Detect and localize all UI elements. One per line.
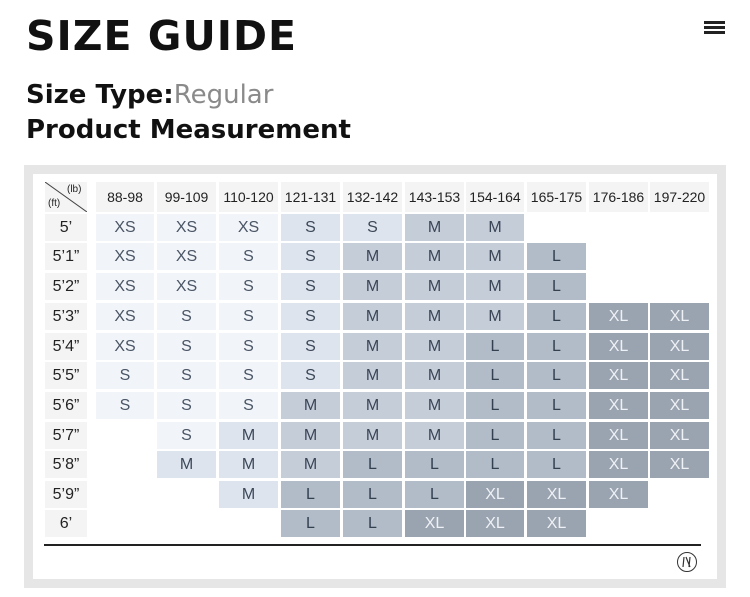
size-cell: L [527,451,586,478]
size-cell: M [466,243,524,270]
row-header: 5’ [45,214,87,241]
size-cell: M [343,333,402,360]
size-cell: XL [650,392,709,419]
size-cell: S [281,243,340,270]
size-cell: M [405,214,464,241]
size-cell: L [466,392,524,419]
size-cell: XL [589,481,648,508]
row-header: 5’1” [45,243,87,270]
size-cell: S [219,243,278,270]
size-cell: M [343,422,402,449]
size-cell: XL [650,422,709,449]
column-header: 176-186 [589,182,648,212]
size-cell: S [281,214,340,241]
size-cell: M [343,392,402,419]
section-title: Product Measurement [26,115,351,145]
size-cell: XL [589,451,648,478]
size-cell: L [527,303,586,330]
size-cell: XL [650,333,709,360]
row-header: 5’9” [45,481,87,508]
size-cell: S [157,303,216,330]
size-cell: S [96,392,154,419]
size-cell: XL [589,362,648,389]
size-cell: L [527,243,586,270]
size-cell: S [157,362,216,389]
size-cell: XL [650,362,709,389]
size-cell: L [527,392,586,419]
size-cell: S [96,362,154,389]
row-header: 5’3” [45,303,87,330]
size-cell: L [343,510,402,537]
size-cell: L [405,451,464,478]
size-cell: XL [405,510,464,537]
size-cell: L [466,362,524,389]
size-cell: XL [589,333,648,360]
size-cell: XL [527,510,586,537]
size-cell: XL [589,303,648,330]
size-cell: XS [219,214,278,241]
size-cell: XS [96,243,154,270]
column-header: 121-131 [281,182,340,212]
size-cell: XL [527,481,586,508]
size-cell: S [343,214,402,241]
size-cell: XL [650,303,709,330]
size-cell: S [281,273,340,300]
size-cell: XL [466,481,524,508]
column-header: 165-175 [527,182,586,212]
size-cell: L [281,481,340,508]
row-header: 5’6” [45,392,87,419]
size-type-value: Regular [173,80,274,110]
size-cell: L [343,481,402,508]
page-title: SIZE GUIDE [26,12,298,60]
size-cell: L [405,481,464,508]
size-cell: M [281,422,340,449]
size-cell: XS [96,214,154,241]
size-cell: M [405,392,464,419]
size-cell: XS [157,243,216,270]
column-header: 110-120 [219,182,278,212]
size-cell: M [405,243,464,270]
size-cell: M [466,273,524,300]
size-cell: S [219,273,278,300]
size-cell: S [219,362,278,389]
row-header: 5’2” [45,273,87,300]
column-header: 88-98 [96,182,154,212]
size-cell: M [343,273,402,300]
size-cell: M [219,451,278,478]
size-cell: L [527,422,586,449]
size-cell: L [343,451,402,478]
size-cell: S [219,333,278,360]
size-cell: M [405,303,464,330]
size-cell: XL [466,510,524,537]
size-cell: XS [96,273,154,300]
size-cell: L [466,451,524,478]
size-cell: M [281,451,340,478]
column-header: 99-109 [157,182,216,212]
size-cell: M [343,243,402,270]
size-cell: S [281,303,340,330]
height-unit-label: (ft) [48,198,61,209]
hamburger-menu-icon[interactable] [704,21,725,35]
table-corner-header [45,182,87,212]
size-cell: S [281,362,340,389]
size-cell: S [219,303,278,330]
table-divider [44,544,701,546]
size-cell: M [405,333,464,360]
row-header: 5’8” [45,451,87,478]
weight-unit-label: (lb) [67,184,82,195]
size-cell: M [219,422,278,449]
size-cell: M [157,451,216,478]
size-cell: M [343,303,402,330]
size-cell: S [157,392,216,419]
size-cell: S [157,333,216,360]
brand-logo-icon [677,552,697,572]
size-cell: M [343,362,402,389]
size-type-label: Size Type: [26,80,174,110]
size-cell: M [405,362,464,389]
size-cell: M [466,303,524,330]
row-header: 5’7” [45,422,87,449]
size-cell: L [527,333,586,360]
size-cell: S [157,422,216,449]
size-cell: XL [589,422,648,449]
column-header: 197-220 [650,182,709,212]
size-cell: L [281,510,340,537]
size-cell: XS [157,214,216,241]
row-header: 5’5” [45,362,87,389]
row-header: 5’4” [45,333,87,360]
size-cell: M [405,422,464,449]
size-cell: L [527,273,586,300]
size-type [26,80,273,110]
column-header: 143-153 [405,182,464,212]
size-cell: S [219,392,278,419]
size-cell: S [281,333,340,360]
size-cell: M [405,273,464,300]
size-cell: M [281,392,340,419]
size-cell: M [219,481,278,508]
row-header: 6’ [45,510,87,537]
column-header: 132-142 [343,182,402,212]
size-cell: L [527,362,586,389]
size-cell: XS [96,333,154,360]
size-cell: L [466,333,524,360]
size-cell: XL [650,451,709,478]
size-cell: L [466,422,524,449]
size-cell: M [466,214,524,241]
size-cell: XL [589,392,648,419]
column-header: 154-164 [466,182,524,212]
size-cell: XS [157,273,216,300]
size-cell: XS [96,303,154,330]
